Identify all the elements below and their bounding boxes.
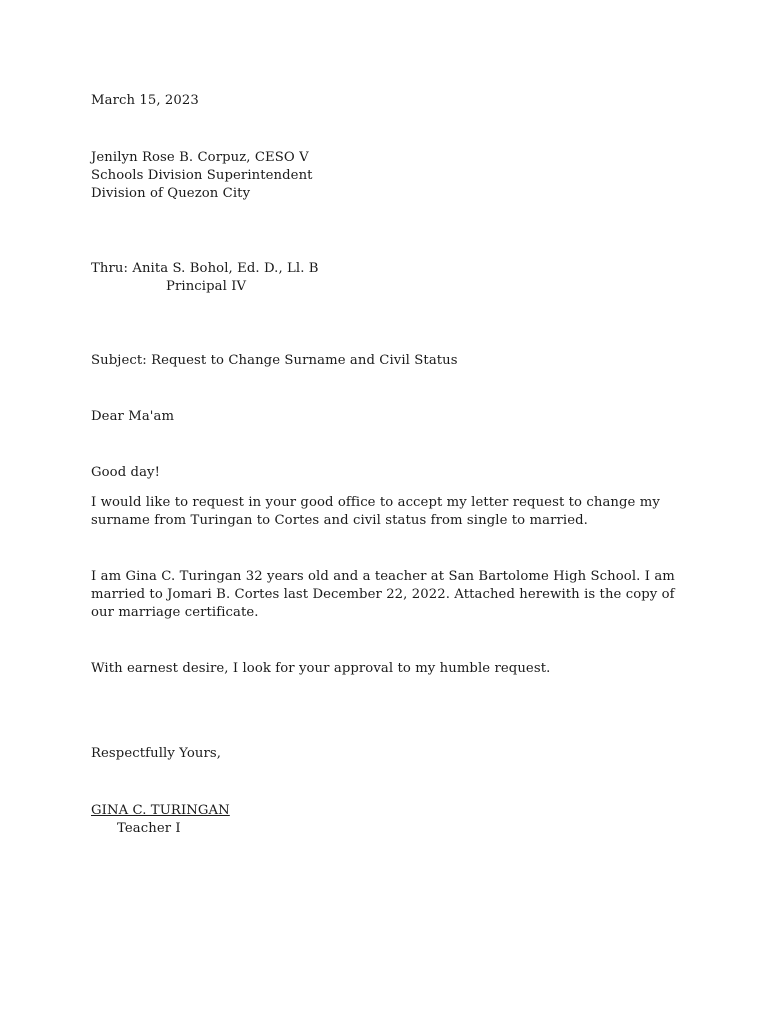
body-paragraph-2-line-1: I am Gina C. Turingan 32 years old and a teacher at San Bartolome High School. I am [91, 569, 675, 584]
recipient-office: Division of Quezon City [91, 186, 251, 201]
thru-line: Thru: Anita S. Bohol, Ed. D., Ll. B [91, 261, 319, 276]
greeting: Good day! [91, 465, 161, 480]
body-paragraph-2-line-2: married to Jomari B. Cortes last December 22, 2022. Attached herewith is the copy of [91, 587, 675, 602]
body-paragraph-1-line-2: surname from Turingan to Cortes and civil status from single to married. [91, 513, 588, 528]
body-paragraph-1-line-1: I would like to request in your good office to accept my letter request to change my [91, 495, 660, 510]
letter-date: March 15, 2023 [91, 93, 199, 108]
body-paragraph-3-line-1: With earnest desire, I look for your approval to my humble request. [91, 661, 551, 676]
recipient-title: Schools Division Superintendent [91, 168, 313, 183]
subject-line: Subject: Request to Change Surname and Civil Status [91, 353, 458, 368]
body-paragraph-2-line-3: our marriage certificate. [91, 605, 259, 620]
signatory-title: Teacher I [117, 821, 181, 836]
salutation: Dear Ma'am [91, 409, 175, 424]
signatory-name: GINA C. TURINGAN [91, 803, 230, 818]
closing: Respectfully Yours, [91, 746, 222, 761]
recipient-name: Jenilyn Rose B. Corpuz, CESO V [91, 150, 309, 165]
thru-title: Principal IV [166, 279, 247, 294]
